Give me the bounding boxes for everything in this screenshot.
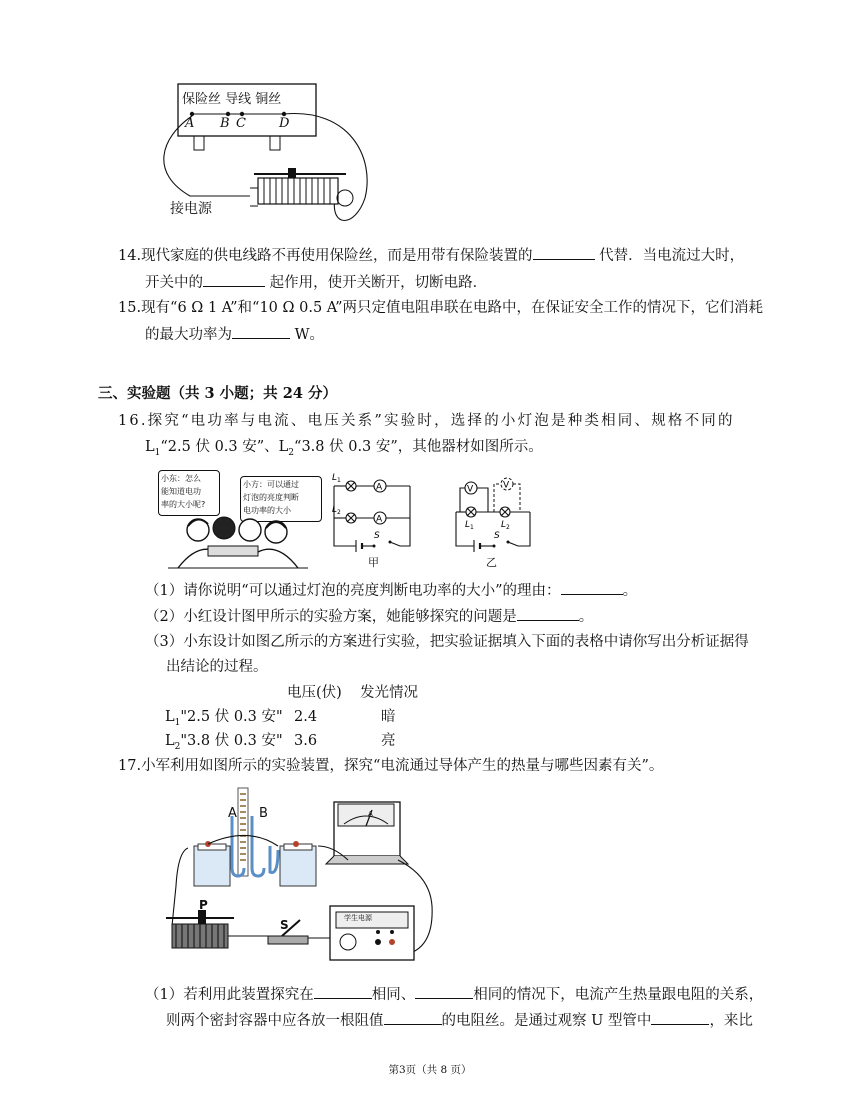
q16-blank-2[interactable] [517, 606, 579, 621]
svg-text:V: V [503, 480, 510, 491]
q14-number: 14. [118, 248, 142, 264]
q17-blank-4[interactable] [651, 1010, 709, 1025]
q16-line2: $L_1“2.5$ 伏 0.3 安”、$L_2“3.8$ 伏 0.3 安”，其他器材如图所示。 [145, 439, 543, 458]
q14-blank-2[interactable] [203, 272, 265, 287]
speech-bubble-right: 小方：可以通过 灯泡的亮度判断 电功率的大小 [240, 476, 322, 522]
q17-meter-label: A [368, 810, 373, 818]
table-row-l2-voltage: 3.6 [294, 733, 318, 749]
q17-label-s: S [280, 918, 289, 932]
section-title: 三、实验题（共 3 小题；共 24 分） [98, 385, 337, 402]
table-row-l1-voltage: 2.4 [294, 709, 318, 725]
fig1-label-b: B [220, 116, 230, 131]
q16-circuit-jia [326, 470, 416, 552]
svg-text:S: S [494, 531, 500, 541]
svg-text:1: 1 [470, 524, 474, 531]
svg-text:L: L [332, 473, 338, 483]
svg-text:S: S [374, 531, 380, 541]
svg-text:V: V [467, 484, 474, 495]
q16-circuit-yi [448, 470, 538, 552]
fig1-title: 保险丝 导线 铜丝 [182, 92, 282, 107]
q17-supply-label: 学生电源 [344, 914, 372, 922]
q17-sub1-line1: （1）若利用此装置探究在 相同、 相同的情况下，电流产生热量跟电阻的关系， [145, 984, 763, 1005]
q16-line1: 16.探究“电功率与电流、电压关系”实验时，选择的小灯泡是种类相同、规格不同的 [118, 413, 735, 429]
fig1-power-label: 接电源 [170, 201, 212, 217]
svg-text:2: 2 [337, 509, 341, 516]
q14-line1: 14.现代家庭的供电线路不再使用保险丝，而是用带有保险装置的 代替．当电流过大时， [118, 245, 744, 266]
q16-sub3-line1: （3）小东设计如图乙所示的方案进行实验，把实验证据填入下面的表格中请你写出分析证据得 [145, 634, 749, 650]
q16-blank-1[interactable] [561, 580, 623, 595]
svg-text:A: A [376, 482, 383, 493]
svg-text:2: 2 [506, 524, 510, 531]
fig1-label-c: C [236, 116, 246, 131]
q14-line2: 开关中的 起作用，使开关断开，切断电路． [145, 272, 487, 293]
fig1-label-d: D [279, 116, 290, 131]
q17-blank-3[interactable] [384, 1010, 442, 1025]
svg-text:L: L [501, 520, 507, 530]
fig1-label-a: A [185, 116, 195, 131]
q15-line2: 的最大功率为 W。 [145, 324, 324, 345]
speech-bubble-left: 小东：怎么 能知道电功 率的大小呢? [158, 470, 220, 516]
table-row-l2-name: $L_2"3.8$ 伏 0.3 安" [165, 733, 283, 752]
q17-blank-1[interactable] [314, 984, 372, 999]
table-row-l2-light: 亮 [381, 733, 396, 749]
table-header-voltage: 电压(伏) [287, 685, 342, 701]
q17-label-b: B [259, 806, 268, 821]
q17-number: 17. [118, 758, 142, 774]
q15-blank[interactable] [232, 324, 290, 339]
q17-label-a: A [228, 806, 237, 821]
q17-apparatus-figure [158, 786, 448, 966]
label-jia: 甲 [368, 556, 379, 569]
q16-number: 16. [118, 413, 148, 429]
q14-blank-1[interactable] [533, 245, 595, 260]
svg-text:L: L [332, 505, 338, 515]
table-header-light: 发光情况 [360, 685, 418, 701]
q17-sub1-line2: 则两个密封容器中应各放一根阻值 的电阻丝。是通过观察 U 型管中 ，来比 [166, 1010, 753, 1031]
q15-number: 15. [118, 300, 142, 316]
q17-label-p: P [199, 898, 208, 912]
q16-cartoon [158, 468, 318, 572]
label-yi: 乙 [486, 556, 497, 569]
q16-sub3-line2: 出结论的过程。 [166, 659, 268, 675]
q16-sub1: （1）请你说明“可以通过灯泡的亮度判断电功率的大小”的理由： 。 [145, 580, 637, 601]
svg-text:1: 1 [337, 477, 341, 484]
q16-sub2: （2）小红设计图甲所示的实验方案，她能够探究的问题是 。 [145, 606, 593, 627]
svg-text:L: L [465, 520, 471, 530]
q15-line1: 15.现有“6 Ω 1 A”和“10 Ω 0.5 A”两只定值电阻串联在电路中，在保证安全工作的情况下，它们消耗 [118, 300, 764, 316]
table-row-l1-name: $L_1"2.5$ 伏 0.3 安" [165, 709, 283, 728]
page-footer: 第3页（共 8 页） [388, 1064, 472, 1076]
table-row-l1-light: 暗 [381, 709, 396, 725]
q17-line1: 17.小军利用如图所示的实验装置，探究“电流通过导体产生的热量与哪些因素有关”。 [118, 758, 664, 774]
svg-text:A: A [376, 514, 383, 525]
children-drawing [158, 512, 318, 572]
q17-blank-2[interactable] [415, 984, 473, 999]
